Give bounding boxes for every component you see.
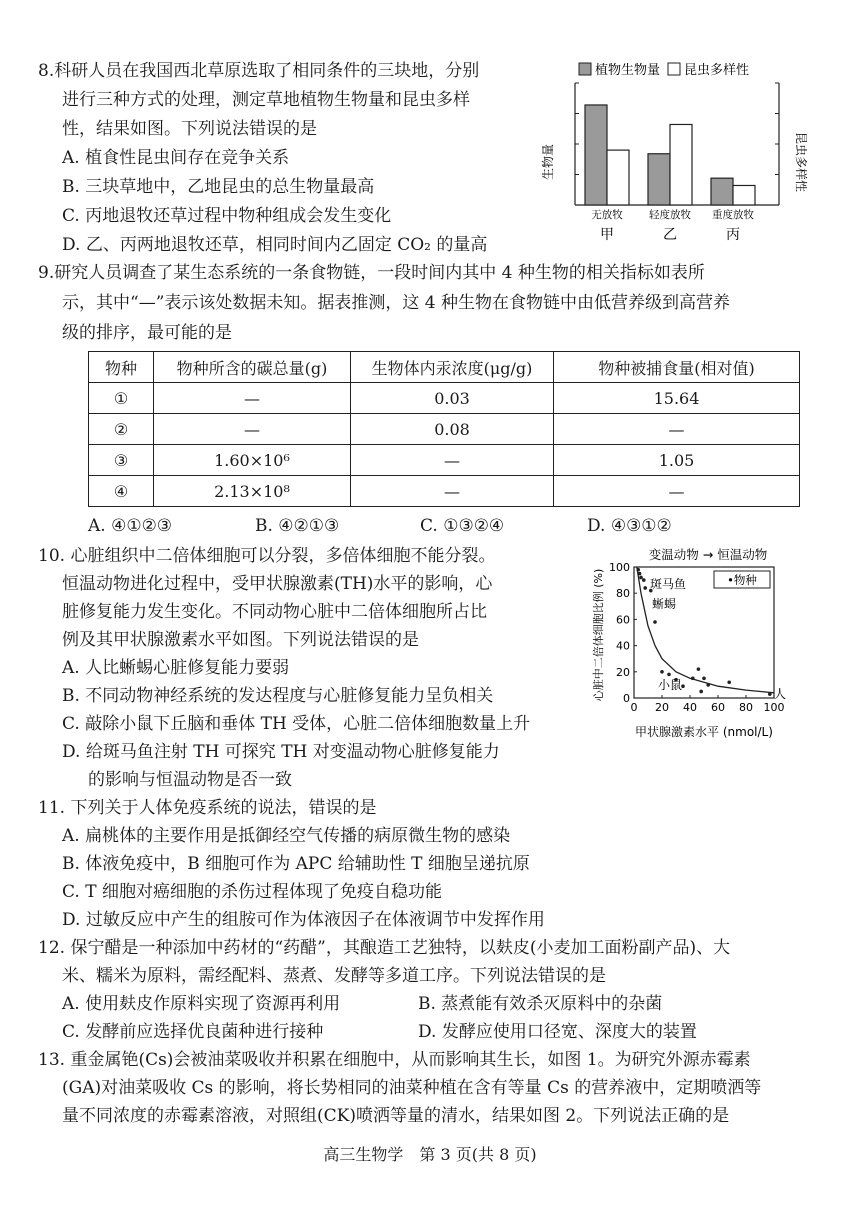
table-row xyxy=(89,383,800,414)
table-cell: — xyxy=(351,445,554,476)
scatter-xlabel: 甲状腺激素水平 (nmol/L) xyxy=(635,725,773,739)
q12-stem-line-1: 12. 保宁醋是一种添加中药材的“药醋”，其酿造工艺独特，以麸皮(小麦加工面粉副产品)、大 xyxy=(38,938,731,958)
table-cell: 1.60×10⁶ xyxy=(154,445,351,476)
data-point xyxy=(638,572,642,576)
q12-option-c: C. 发酵前应选择优良菌种进行接种 xyxy=(62,1022,324,1042)
q10-stem-line-2: 恒温动物进化过程中，受甲状腺激素(TH)水平的影响，心 xyxy=(62,574,493,594)
q8-option-a: A. 植食性昆虫间存在竞争关系 xyxy=(62,148,290,168)
category-group-label: 甲 xyxy=(600,227,614,243)
q8-stem-line-3: 性，结果如图。下列说法错误的是 xyxy=(62,119,317,139)
y-tick-label: 40 xyxy=(616,639,630,653)
table-cell: — xyxy=(351,476,554,507)
scatter-legend: •物种 xyxy=(727,573,757,587)
label-zebrafish: 斑马鱼 xyxy=(650,577,687,591)
table-cell: 1.05 xyxy=(554,445,800,476)
table-cell: 2.13×10⁸ xyxy=(154,476,351,507)
table-header-cell: 生物体内汞浓度(μg/g) xyxy=(351,352,554,383)
legend-label: 植物生物量 xyxy=(595,63,661,78)
table-header-cell: 物种 xyxy=(89,352,154,383)
q11-stem: 11. 下列关于人体免疫系统的说法，错误的是 xyxy=(38,798,377,818)
bar xyxy=(711,178,733,205)
table-cell: — xyxy=(554,414,800,445)
table-cell: ③ xyxy=(89,445,154,476)
bar xyxy=(733,185,755,205)
x-tick-label: 0 xyxy=(630,701,638,714)
bar xyxy=(670,124,692,205)
bar xyxy=(648,154,670,205)
q10-scatter-chart xyxy=(588,540,810,740)
q12-option-b: B. 蒸煮能有效杀灭原料中的杂菌 xyxy=(418,994,663,1014)
bar-ylabel-left: 生物量 xyxy=(541,143,555,181)
q8-option-b: B. 三块草地中，乙地昆虫的总生物量最高 xyxy=(62,177,375,197)
label-lizard: 蜥蜴 xyxy=(652,597,677,611)
q8-option-c: C. 丙地退牧还草过程中物种组成会发生变化 xyxy=(62,206,392,226)
table-row xyxy=(89,414,800,445)
q8-stem-line-1: 8.科研人员在我国西北草原选取了相同条件的三块地，分别 xyxy=(38,61,480,81)
q8-stem-line-2: 进行三种方式的处理，测定草地植物生物量和昆虫多样 xyxy=(62,90,470,110)
data-point xyxy=(653,620,657,624)
q9-option-c: C. ①③②④ xyxy=(420,516,505,536)
table-cell: ④ xyxy=(89,476,154,507)
data-point xyxy=(660,670,664,674)
q12-option-a: A. 使用麸皮作原料实现了资源再利用 xyxy=(62,994,341,1014)
x-tick-label: 80 xyxy=(739,701,753,714)
q9-stem-line-2: 示，其中“—”表示该处数据未知。据表推测，这 4 种生物在食物链中由低营养级到高营养 xyxy=(62,293,731,313)
q9-option-a: A. ④①②③ xyxy=(88,516,173,536)
data-point xyxy=(667,673,671,677)
q10-option-c: C. 敲除小鼠下丘脑和垂体 TH 受体，心脏二倍体细胞数量上升 xyxy=(62,714,531,734)
x-tick-label: 100 xyxy=(763,701,785,714)
q10-stem-line-4: 例及其甲状腺激素水平如图。下列说法错误的是 xyxy=(62,630,419,650)
label-human: 人 xyxy=(774,687,787,701)
x-tick-label: 20 xyxy=(655,701,669,714)
y-tick-label: 60 xyxy=(616,613,630,627)
q10-stem-line-1: 10. 心脏组织中二倍体细胞可以分裂，多倍体细胞不能分裂。 xyxy=(38,546,496,566)
table-header-row xyxy=(89,352,800,383)
data-point xyxy=(639,576,643,580)
legend-swatch xyxy=(579,63,591,75)
y-tick-label: 0 xyxy=(623,692,630,705)
table-cell: ① xyxy=(89,383,154,414)
q13-stem-line-3: 量不同浓度的赤霉素溶液，对照组(CK)喷洒等量的清水，结果如图 2。下列说法正确的是 xyxy=(62,1106,730,1126)
table-cell: — xyxy=(154,383,351,414)
table-cell: 15.64 xyxy=(554,383,800,414)
table-row xyxy=(89,476,800,507)
table-header-cell: 物种被捕食量(相对值) xyxy=(554,352,800,383)
q9-stem-line-1: 9.研究人员调查了某生态系统的一条食物链，一段时间内其中 4 种生物的相关指标如表所 xyxy=(38,263,705,283)
data-point xyxy=(699,690,703,694)
q9-option-b: B. ④②①③ xyxy=(255,516,340,536)
table-cell: — xyxy=(554,476,800,507)
q10-stem-line-3: 脏修复能力发生变化。不同动物心脏中二倍体细胞所占比 xyxy=(62,602,487,622)
data-point xyxy=(727,680,731,684)
q10-option-d-continued: 的影响与恒温动物是否一致 xyxy=(88,770,292,790)
legend-label: 昆虫多样性 xyxy=(684,63,750,78)
q10-option-d: D. 给斑马鱼注射 TH 可探究 TH 对变温动物心脏修复能力 xyxy=(62,742,500,762)
table-row xyxy=(89,445,800,476)
q11-option-b: B. 体液免疫中，B 细胞可作为 APC 给辅助性 T 细胞呈递抗原 xyxy=(62,854,530,874)
y-tick-label: 80 xyxy=(616,587,630,601)
category-label: 重度放牧 xyxy=(712,209,754,221)
q13-stem-line-2: (GA)对油菜吸收 Cs 的影响，将长势相同的油菜种植在含有等量 Cs 的营养液中，定期喷洒等 xyxy=(62,1078,762,1098)
table-header-cell: 物种所含的碳总量(g) xyxy=(154,352,351,383)
y-tick-label: 20 xyxy=(616,665,630,679)
bar-ylabel-right: 昆虫多样性 xyxy=(794,131,808,193)
q9-option-d: D. ④③①② xyxy=(587,516,672,536)
q12-option-d: D. 发酵应使用口径宽、深度大的装置 xyxy=(418,1022,697,1042)
table-cell: 0.08 xyxy=(351,414,554,445)
legend-swatch xyxy=(668,63,680,75)
data-point xyxy=(697,667,701,671)
q11-option-c: C. T 细胞对癌细胞的杀伤过程体现了免疫自稳功能 xyxy=(62,882,442,902)
page-footer: 高三生物学 第 3 页(共 8 页) xyxy=(323,1145,537,1164)
label-mouse: 小鼠 xyxy=(658,678,683,692)
table-cell: ② xyxy=(89,414,154,445)
category-group-label: 丙 xyxy=(726,227,740,243)
q8-bar-chart xyxy=(535,55,810,245)
y-tick-label: 100 xyxy=(609,561,630,574)
table-cell: 0.03 xyxy=(351,383,554,414)
data-point xyxy=(642,578,646,582)
table-cell: — xyxy=(154,414,351,445)
category-group-label: 乙 xyxy=(663,227,677,243)
scatter-header: 变温动物 → 恒温动物 xyxy=(648,547,768,562)
bar xyxy=(585,105,607,205)
q11-option-d: D. 过敏反应中产生的组胺可作为体液因子在体液调节中发挥作用 xyxy=(62,910,545,930)
q10-option-b: B. 不同动物神经系统的发达程度与心脏修复能力呈负相关 xyxy=(62,686,494,706)
q10-option-a: A. 人比蜥蜴心脏修复能力要弱 xyxy=(62,658,290,678)
data-point xyxy=(702,677,706,681)
q9-stem-line-3: 级的排序，最可能的是 xyxy=(62,323,232,343)
category-label: 轻度放牧 xyxy=(649,209,691,221)
q9-table xyxy=(88,351,800,507)
q11-option-a: A. 扁桃体的主要作用是抵御经空气传播的病原微生物的感染 xyxy=(62,826,511,846)
x-tick-label: 60 xyxy=(711,701,725,714)
q8-option-d: D. 乙、丙两地退牧还草，相同时间内乙固定 CO₂ 的量高 xyxy=(62,235,488,255)
data-point xyxy=(636,568,640,572)
q13-stem-line-1: 13. 重金属铯(Cs)会被油菜吸收并积累在细胞中，从而影响其生长，如图 1。为研究外源赤霉素 xyxy=(38,1050,751,1070)
data-point xyxy=(768,692,772,696)
data-point xyxy=(691,677,695,681)
q12-stem-line-2: 米、糯米为原料，需经配料、蒸煮、发酵等多道工序。下列说法错误的是 xyxy=(62,966,606,986)
x-tick-label: 40 xyxy=(683,701,697,714)
data-point xyxy=(706,683,710,687)
scatter-ylabel: 心脏中二倍体细胞比例 (%) xyxy=(592,568,605,702)
data-point xyxy=(643,586,647,590)
bar xyxy=(607,150,629,205)
category-label: 无放牧 xyxy=(591,209,623,221)
